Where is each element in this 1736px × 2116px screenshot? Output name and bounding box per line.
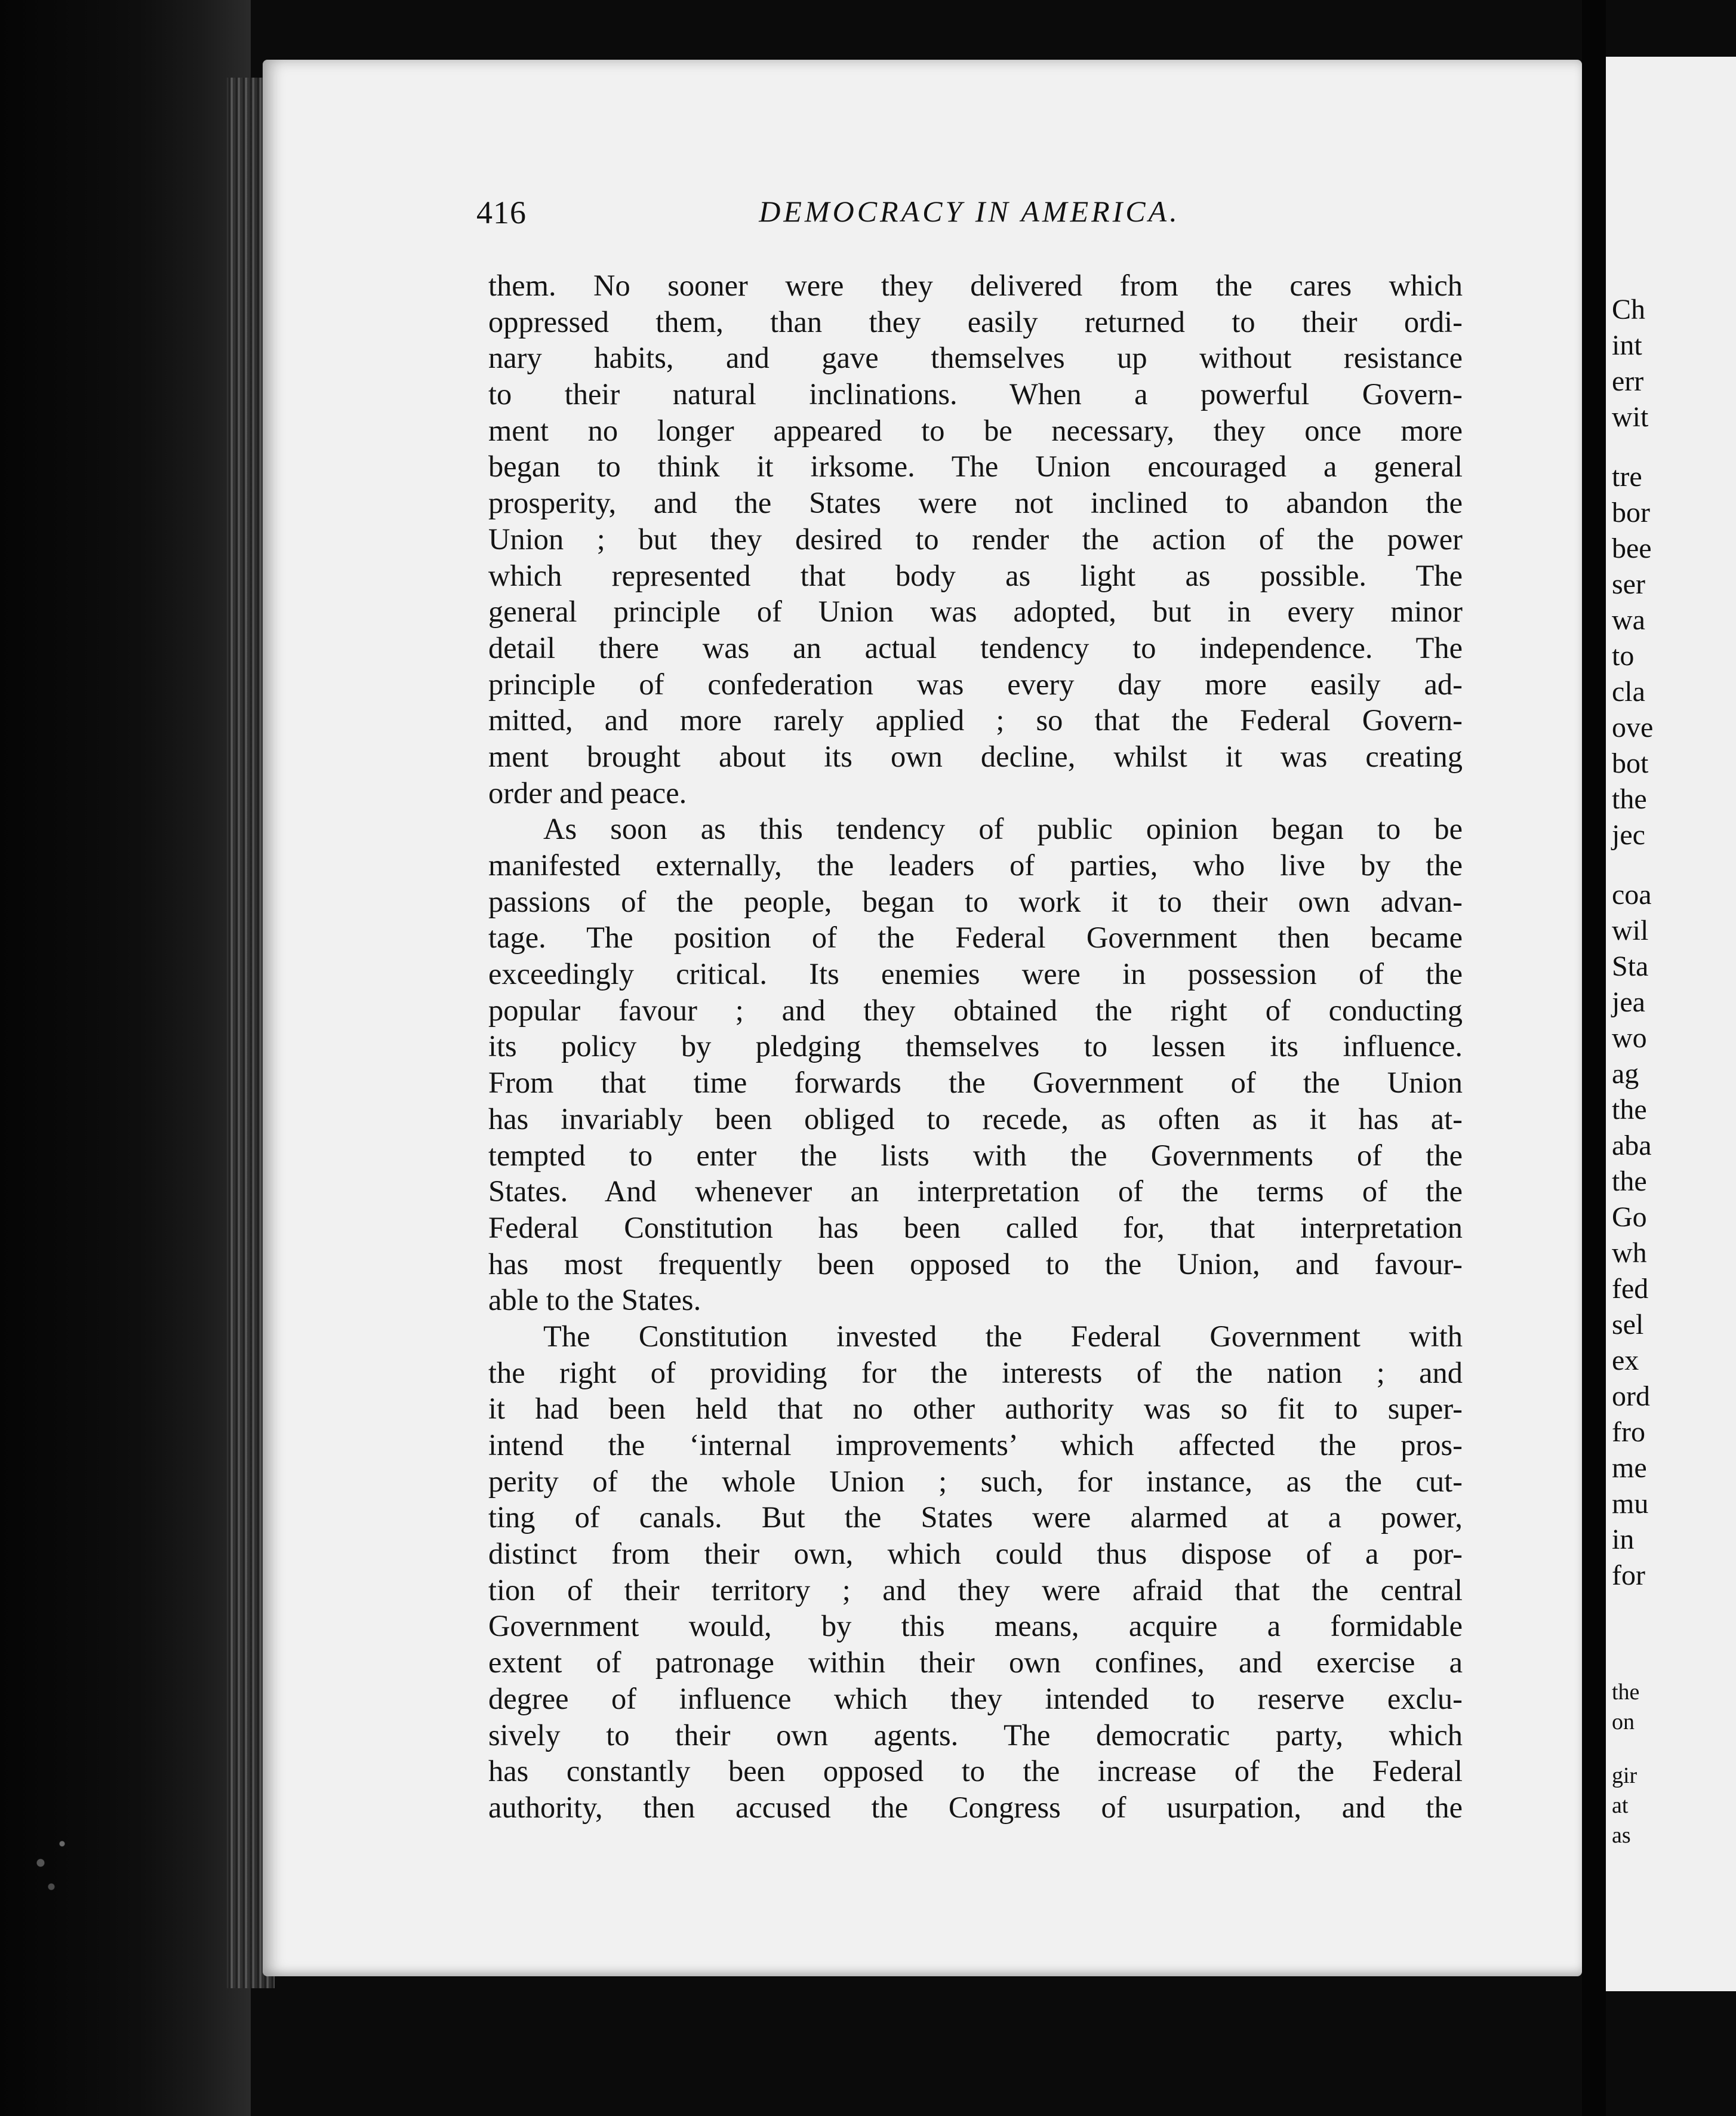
body-text bbox=[488, 267, 1463, 1826]
text-line: Government would, by this means, acquire a formidable bbox=[488, 1609, 1463, 1643]
text-line: From that time forwards the Government of the Union bbox=[488, 1066, 1463, 1100]
text-line: mitted, and more rarely applied ; so that the Federal Govern- bbox=[488, 703, 1463, 737]
facing-page-fragment-text: err bbox=[1612, 365, 1644, 397]
running-title: DEMOCRACY IN AMERICA. bbox=[759, 195, 1180, 228]
text-line: intend the ‘internal improvements’ which affected the pros- bbox=[488, 1428, 1463, 1462]
text-line: the right of providing for the interests of the nation ; and bbox=[488, 1355, 1463, 1389]
text-line: to their natural inclinations. When a powerful Govern- bbox=[488, 377, 1463, 411]
text-line: tempted to enter the lists with the Governments of the bbox=[488, 1138, 1463, 1172]
facing-page-fragment-text: jec bbox=[1612, 819, 1645, 851]
facing-page-fragment-text: Ch bbox=[1612, 294, 1646, 325]
text-line: Union ; but they desired to render the action of the power bbox=[488, 522, 1463, 556]
text-line: prosperity, and the States were not inclined to abandon the bbox=[488, 486, 1463, 520]
text-line: extent of patronage within their own confines, and exercise a bbox=[488, 1646, 1463, 1680]
text-line: perity of the whole Union ; such, for instance, as the cut- bbox=[488, 1464, 1463, 1498]
text-line: distinct from their own, which could thus dispose of a por- bbox=[488, 1537, 1463, 1571]
facing-page-fragment-text: me bbox=[1612, 1452, 1647, 1484]
text-line: As soon as this tendency of public opinion began to be bbox=[543, 812, 1463, 846]
facing-page-fragment-text: ord bbox=[1612, 1380, 1650, 1412]
text-line: general principle of Union was adopted, but in every minor bbox=[488, 595, 1463, 629]
running-header bbox=[476, 194, 1463, 236]
facing-page-fragment-text: aba bbox=[1612, 1130, 1652, 1161]
text-line: able to the States. bbox=[488, 1283, 701, 1317]
facing-page-fragment-text: ag bbox=[1612, 1058, 1639, 1090]
facing-page-fragment-text: sel bbox=[1612, 1309, 1644, 1340]
text-line: The Constitution invested the Federal Government with bbox=[543, 1319, 1463, 1353]
facing-page-fragment-text: ex bbox=[1612, 1345, 1639, 1376]
text-line: order and peace. bbox=[488, 776, 687, 810]
text-line: passions of the people, began to work it to their own advan- bbox=[488, 884, 1463, 918]
page-gutter bbox=[1582, 0, 1606, 2116]
facing-page-fragment-text: int bbox=[1612, 330, 1642, 361]
facing-page-fragment-text: coa bbox=[1612, 879, 1652, 911]
text-line: popular favour ; and they obtained the right of conducting bbox=[488, 993, 1463, 1027]
page-number: 416 bbox=[476, 195, 527, 230]
text-line: its policy by pledging themselves to lessen its influence. bbox=[488, 1029, 1463, 1063]
facing-page-fragment-text: bee bbox=[1612, 533, 1652, 564]
text-line: has constantly been opposed to the increase of the Federal bbox=[488, 1754, 1463, 1788]
text-line: degree of influence which they intended to reserve exclu- bbox=[488, 1681, 1463, 1715]
facing-page-fragment-text: cla bbox=[1612, 676, 1645, 708]
text-line: ment brought about its own decline, whilst it was creating bbox=[488, 739, 1463, 773]
facing-page-fragment-text: as bbox=[1612, 1823, 1631, 1848]
text-line: sively to their own agents. The democratic party, which bbox=[488, 1718, 1463, 1752]
facing-page-fragment-text: on bbox=[1612, 1709, 1635, 1734]
facing-page-fragment-text: for bbox=[1612, 1560, 1645, 1591]
text-line: has most frequently been opposed to the Union, and favour- bbox=[488, 1247, 1463, 1281]
facing-page-fragment-text: tre bbox=[1612, 461, 1642, 493]
text-line: has invariably been obliged to recede, as often as it has at- bbox=[488, 1102, 1463, 1136]
facing-page-fragment-text: the bbox=[1612, 1165, 1647, 1197]
text-line: it had been held that no other authority was so fit to super- bbox=[488, 1392, 1463, 1426]
facing-page-fragment-text: the bbox=[1612, 1680, 1640, 1705]
text-line: detail there was an actual tendency to independence. The bbox=[488, 631, 1463, 665]
facing-page-fragment bbox=[1606, 57, 1736, 1991]
facing-page-fragment-text: mu bbox=[1612, 1488, 1649, 1520]
text-line: began to think it irksome. The Union encouraged a general bbox=[488, 450, 1463, 484]
facing-page-lines bbox=[1606, 57, 1736, 1991]
facing-page-fragment-text: the bbox=[1612, 1094, 1647, 1125]
facing-page-fragment-text: gir bbox=[1612, 1763, 1637, 1788]
facing-page-fragment-text: wil bbox=[1612, 915, 1649, 946]
facing-page-fragment-text: fed bbox=[1612, 1273, 1649, 1305]
facing-page-fragment-text: the bbox=[1612, 783, 1647, 815]
text-line: them. No sooner were they delivered from the cares which bbox=[488, 269, 1463, 302]
text-line: ting of canals. But the States were alarmed at a power, bbox=[488, 1500, 1463, 1534]
text-line: oppressed them, than they easily returned to their ordi- bbox=[488, 305, 1463, 339]
facing-page-fragment-text: wa bbox=[1612, 604, 1645, 636]
text-line: manifested externally, the leaders of parties, who live by the bbox=[488, 848, 1463, 882]
facing-page-fragment-text: to bbox=[1612, 640, 1635, 672]
text-line: which represented that body as light as possible. The bbox=[488, 558, 1463, 592]
book-edge-shadow bbox=[0, 0, 251, 2116]
facing-page-fragment-text: bot bbox=[1612, 748, 1649, 779]
facing-page-fragment-text: at bbox=[1612, 1793, 1629, 1818]
text-line: nary habits, and gave themselves up without resistance bbox=[488, 341, 1463, 375]
text-line: Federal Constitution has been called for, that interpretation bbox=[488, 1210, 1463, 1244]
facing-page-fragment-text: wo bbox=[1612, 1022, 1647, 1054]
text-line: tion of their territory ; and they were afraid that the central bbox=[488, 1573, 1463, 1607]
scan-dust-spot bbox=[12, 1815, 84, 1911]
facing-page-fragment-text: jea bbox=[1612, 986, 1645, 1018]
text-line: States. And whenever an interpretation of the terms of the bbox=[488, 1174, 1463, 1208]
facing-page-fragment-text: Sta bbox=[1612, 951, 1649, 982]
facing-page-fragment-text: fro bbox=[1612, 1416, 1645, 1448]
facing-page-fragment-text: ser bbox=[1612, 568, 1645, 600]
text-line: ment no longer appeared to be necessary, they once more bbox=[488, 413, 1463, 447]
text-line: authority, then accused the Congress of usurpation, and the bbox=[488, 1790, 1463, 1824]
facing-page-fragment-text: in bbox=[1612, 1524, 1635, 1555]
facing-page-fragment-text: wit bbox=[1612, 401, 1649, 433]
text-line: exceedingly critical. Its enemies were in possession of the bbox=[488, 957, 1463, 991]
facing-page-fragment-text: ove bbox=[1612, 712, 1654, 743]
facing-page-fragment-text: wh bbox=[1612, 1237, 1647, 1269]
facing-page-fragment-text: bor bbox=[1612, 497, 1650, 528]
text-line: tage. The position of the Federal Government then became bbox=[488, 921, 1463, 955]
text-line: principle of confederation was every day more easily ad- bbox=[488, 667, 1463, 701]
facing-page-fragment-text: Go bbox=[1612, 1201, 1647, 1233]
